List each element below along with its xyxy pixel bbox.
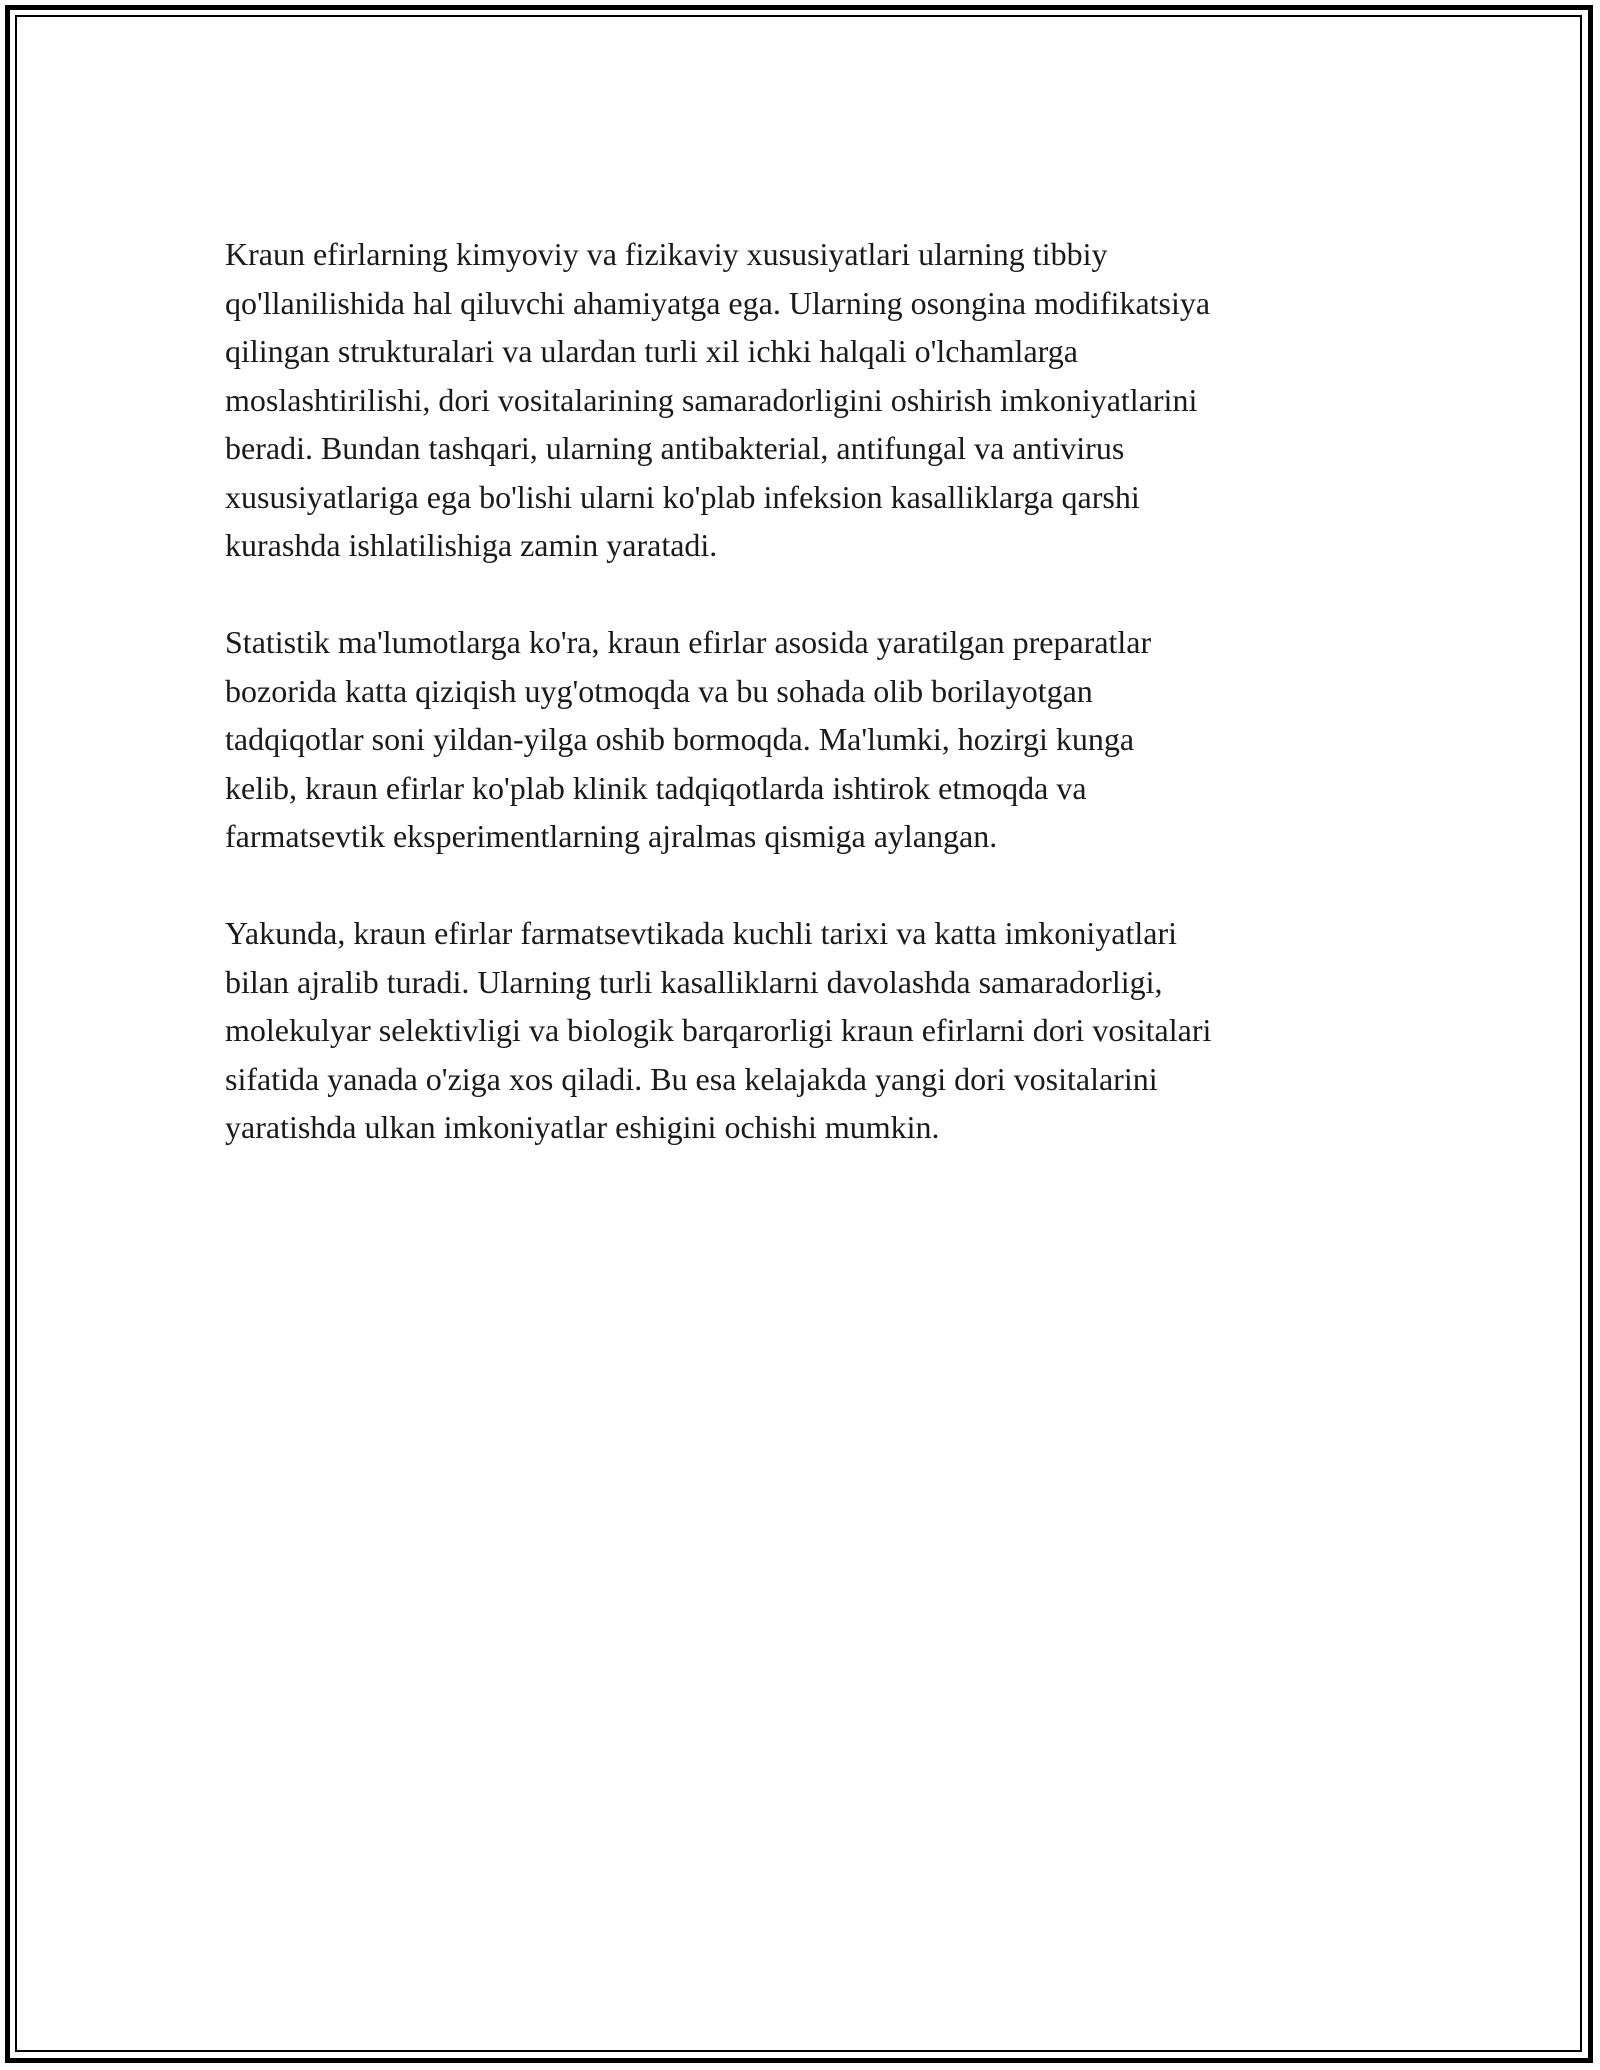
document-body [225,230,1375,1200]
text-line: qilingan strukturalari va ulardan turli xil ichki halqali o'lchamlarga [225,333,1078,369]
text-line: farmatsevtik eksperimentlarning ajralmas qismiga aylangan. [225,818,998,854]
text-line: bilan ajralib turadi. Ularning turli kasalliklarni davolashda samaradorligi, [225,963,1163,1000]
text-line: Statistik ma'lumotlarga ko'ra, kraun efirlar asosida yaratilgan preparatlar [225,624,1152,660]
text-line: moslashtirilishi, dori vositalarining samaradorligini oshirish imkoniyatlarini [225,381,1198,418]
paragraph-2 [225,618,1375,861]
text-line: Yakunda, kraun efirlar farmatsevtikada kuchli tarixi va katta imkoniyatlari [225,915,1177,951]
text-line: beradi. Bundan tashqari, ularning antibakterial, antifungal va antivirus [225,430,1125,466]
text-line: molekulyar selektivligi va biologik barqarorligi kraun efirlarni dori vositalari [225,1012,1212,1048]
text-line: Kraun efirlarning kimyoviy va fizikaviy xususiyatlari ularning tibbiy [225,236,1108,272]
paragraph-1 [225,230,1375,570]
text-line: kelib, kraun efirlar ko'plab klinik tadqiqotlarda ishtirok etmoqda va [225,769,1087,806]
text-line: tadqiqotlar soni yildan-yilga oshib bormoqda. Ma'lumki, hozirgi kunga [225,721,1135,757]
text-line: xususiyatlariga ega bo'lishi ularni ko'plab infeksion kasalliklarga qarshi [225,478,1140,515]
text-line: sifatida yanada o'ziga xos qiladi. Bu esa kelajakda yangi dori vositalarini [225,1060,1158,1097]
text-line: yaratishda ulkan imkoniyatlar eshigini ochishi mumkin. [225,1109,940,1145]
paragraph-3 [225,909,1375,1152]
text-line: kurashda ishlatilishiga zamin yaratadi. [225,527,718,563]
text-line: bozorida katta qiziqish uyg'otmoqda va bu sohada olib borilayotgan [225,672,1093,709]
text-line: qo'llanilishida hal qiluvchi ahamiyatga ega. Ularning osongina modifikatsiya [225,284,1211,321]
